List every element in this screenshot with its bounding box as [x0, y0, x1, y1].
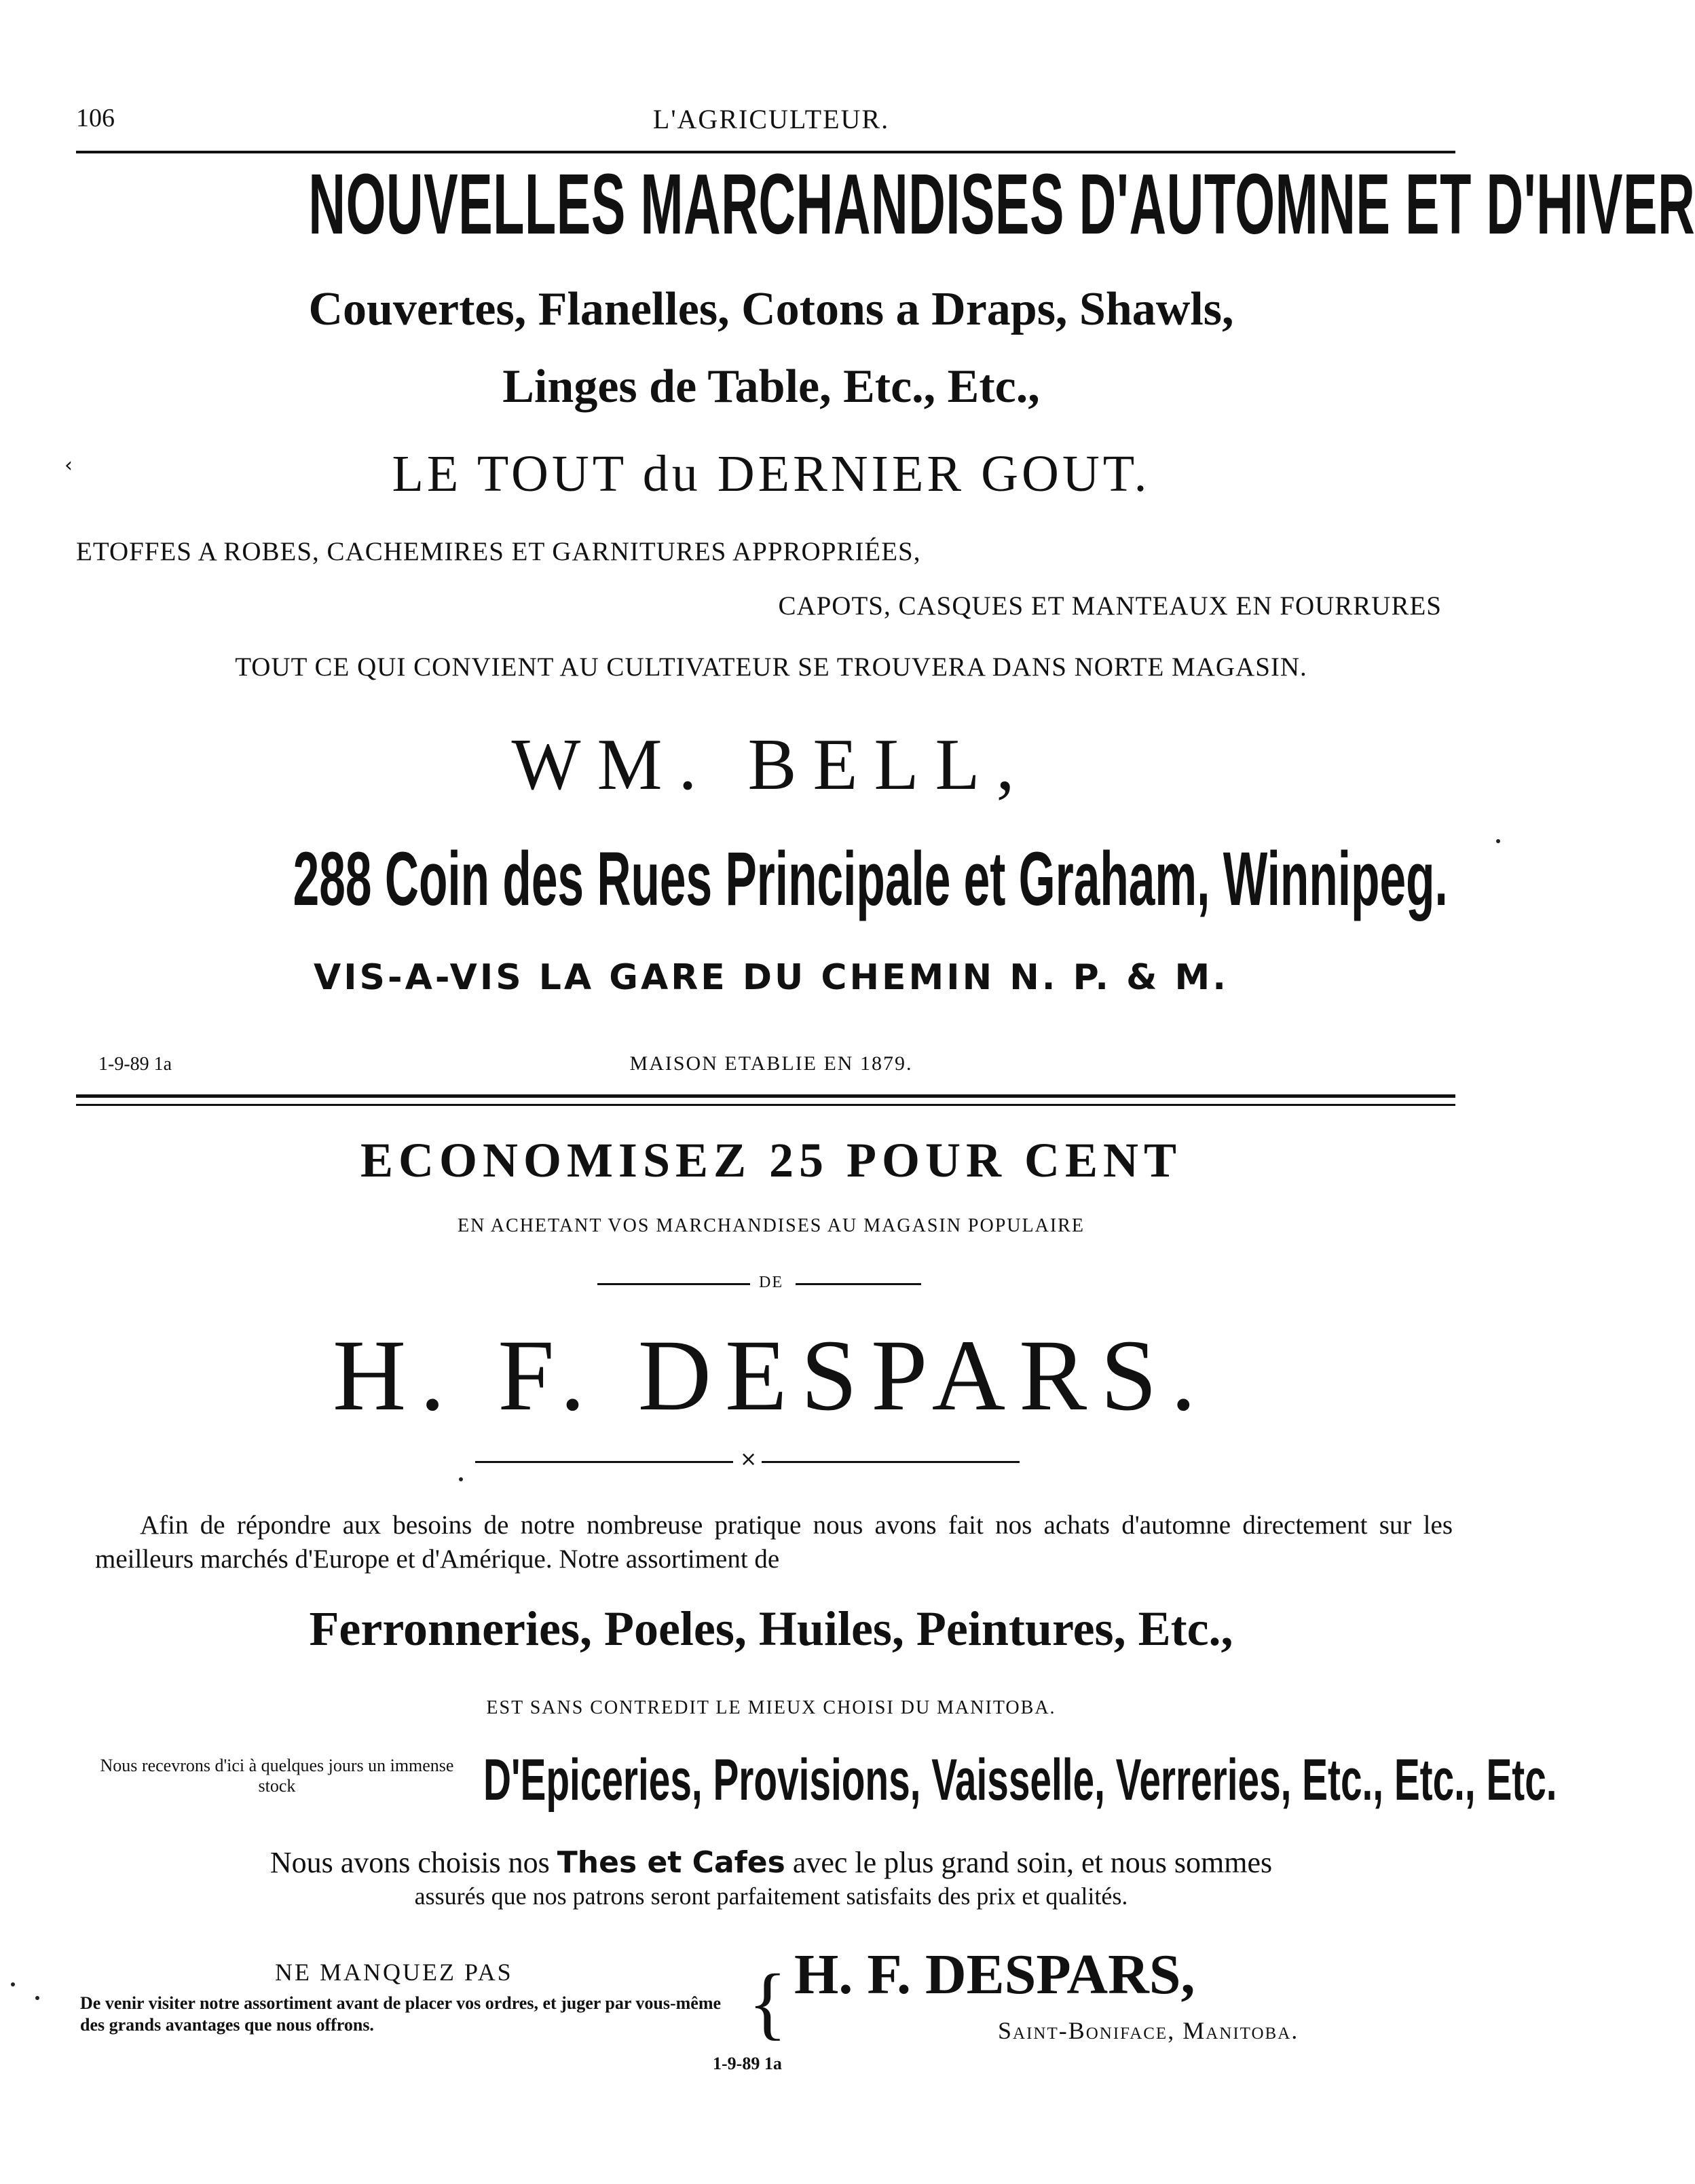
journal-title: L'AGRICULTEUR.: [652, 104, 890, 134]
ad-bell-capots: CAPOTS, CASQUES ET MANTEAUX EN FOURRURES: [778, 591, 1442, 621]
ad-bell-etoffes: ETOFFES A ROBES, CACHEMIRES ET GARNITURES APPROPRIÉES,: [76, 537, 921, 566]
de-rule-right: [796, 1283, 921, 1285]
ad-despars-epiceries: D'Epiceries, Provisions, Vaisselle, Verreries, Etc., Etc., Etc.: [483, 1747, 1557, 1813]
ad-bell-headline: NOUVELLES MARCHANDISES D'AUTOMNE ET D'HIVER: [308, 156, 1695, 252]
ad-despars-merchant-name: H. F. DESPARS.: [332, 1319, 1210, 1432]
thes-before: Nous avons choisis nos: [269, 1846, 557, 1879]
header-rule: [76, 151, 1455, 153]
ad-bell-product-line-1: Couvertes, Flanelles, Cotons a Draps, Shawls,: [308, 283, 1234, 335]
ad-bell-address: 288 Coin des Rues Principale et Graham, Winnipeg.: [293, 836, 1448, 921]
stray-dot-icon: [459, 1477, 463, 1481]
thes-et-cafes: Thes et Cafes: [557, 1845, 785, 1880]
ad-despars-headline: ECONOMISEZ 25 POUR CENT: [360, 1133, 1182, 1187]
ad-bell-product-line-2: Linges de Table, Etc., Etc.,: [502, 360, 1040, 413]
ad-despars-de-venir: De venir visiter notre assortiment avant de placer vos ordres, et juger par vous-même des grands avantages que nous offrons.: [80, 1993, 722, 2035]
ornament-rule-right: [762, 1461, 1020, 1463]
ad-despars-ferronneries: Ferronneries, Poeles, Huiles, Peintures, Etc.,: [309, 1602, 1233, 1656]
ad-despars-signature-place: Saint-Boniface, Manitoba.: [998, 2017, 1299, 2044]
ad-bell-tagline: LE TOUT du DERNIER GOUT.: [392, 445, 1151, 502]
ad-despars-afin-paragraph: Afin de répondre aux besoins de notre nombreuse pratique nous avons fait nos achats d'automne directement sur les meilleurs marchés d'Europe et d'Amérique. Notre assortiment de: [95, 1511, 1453, 1574]
ad-despars-de: DE: [759, 1274, 783, 1291]
stray-mark-icon: ‹: [64, 454, 73, 477]
ad-bell-vis-a-vis: VIS-A-VIS LA GARE DU CHEMIN N. P. & M.: [313, 957, 1229, 998]
ornament-rule-left: [475, 1461, 733, 1463]
ad-despars-thes-line: [0, 1844, 1542, 1882]
ad-bell-merchant-name: WM. BELL,: [511, 724, 1031, 805]
ad-divider-top: [76, 1094, 1455, 1098]
stray-dot-icon: [1496, 839, 1500, 843]
page-number: 106: [76, 104, 115, 132]
ad-despars-subline: EN ACHETANT VOS MARCHANDISES AU MAGASIN POPULAIRE: [458, 1215, 1085, 1236]
ad-despars-code: 1-9-89 1a: [713, 2054, 782, 2073]
ad-despars-est-sans-contredit: EST SANS CONTREDIT LE MIEUX CHOISI DU MANITOBA.: [486, 1697, 1056, 1718]
thes-after: avec le plus grand soin, et nous sommes: [785, 1846, 1273, 1879]
ad-despars-ne-manquez-pas: NE MANQUEZ PAS: [275, 1959, 513, 1986]
brace-icon: {: [748, 1957, 787, 2048]
ad-bell-code: 1-9-89 1a: [98, 1054, 172, 1075]
ad-bell-tout-ce-qui: TOUT CE QUI CONVIENT AU CULTIVATEUR SE TROUVERA DANS NORTE MAGASIN.: [235, 652, 1307, 682]
ornament-x-icon: ×: [740, 1447, 758, 1471]
stray-dot-icon: [11, 1982, 15, 1986]
ad-bell-maison-etablie: MAISON ETABLIE EN 1879.: [629, 1052, 913, 1075]
ad-despars-signature-name: H. F. DESPARS,: [794, 1943, 1195, 2006]
ad-despars-assures: assurés que nos patrons seront parfaitement satisfaits des prix et qualités.: [414, 1883, 1128, 1910]
ad-despars-nous-recevrons: Nous recevrons d'ici à quelques jours un immense stock: [100, 1756, 454, 1796]
stray-dot-icon: [35, 1996, 39, 2000]
ad-divider-bottom: [76, 1104, 1455, 1106]
